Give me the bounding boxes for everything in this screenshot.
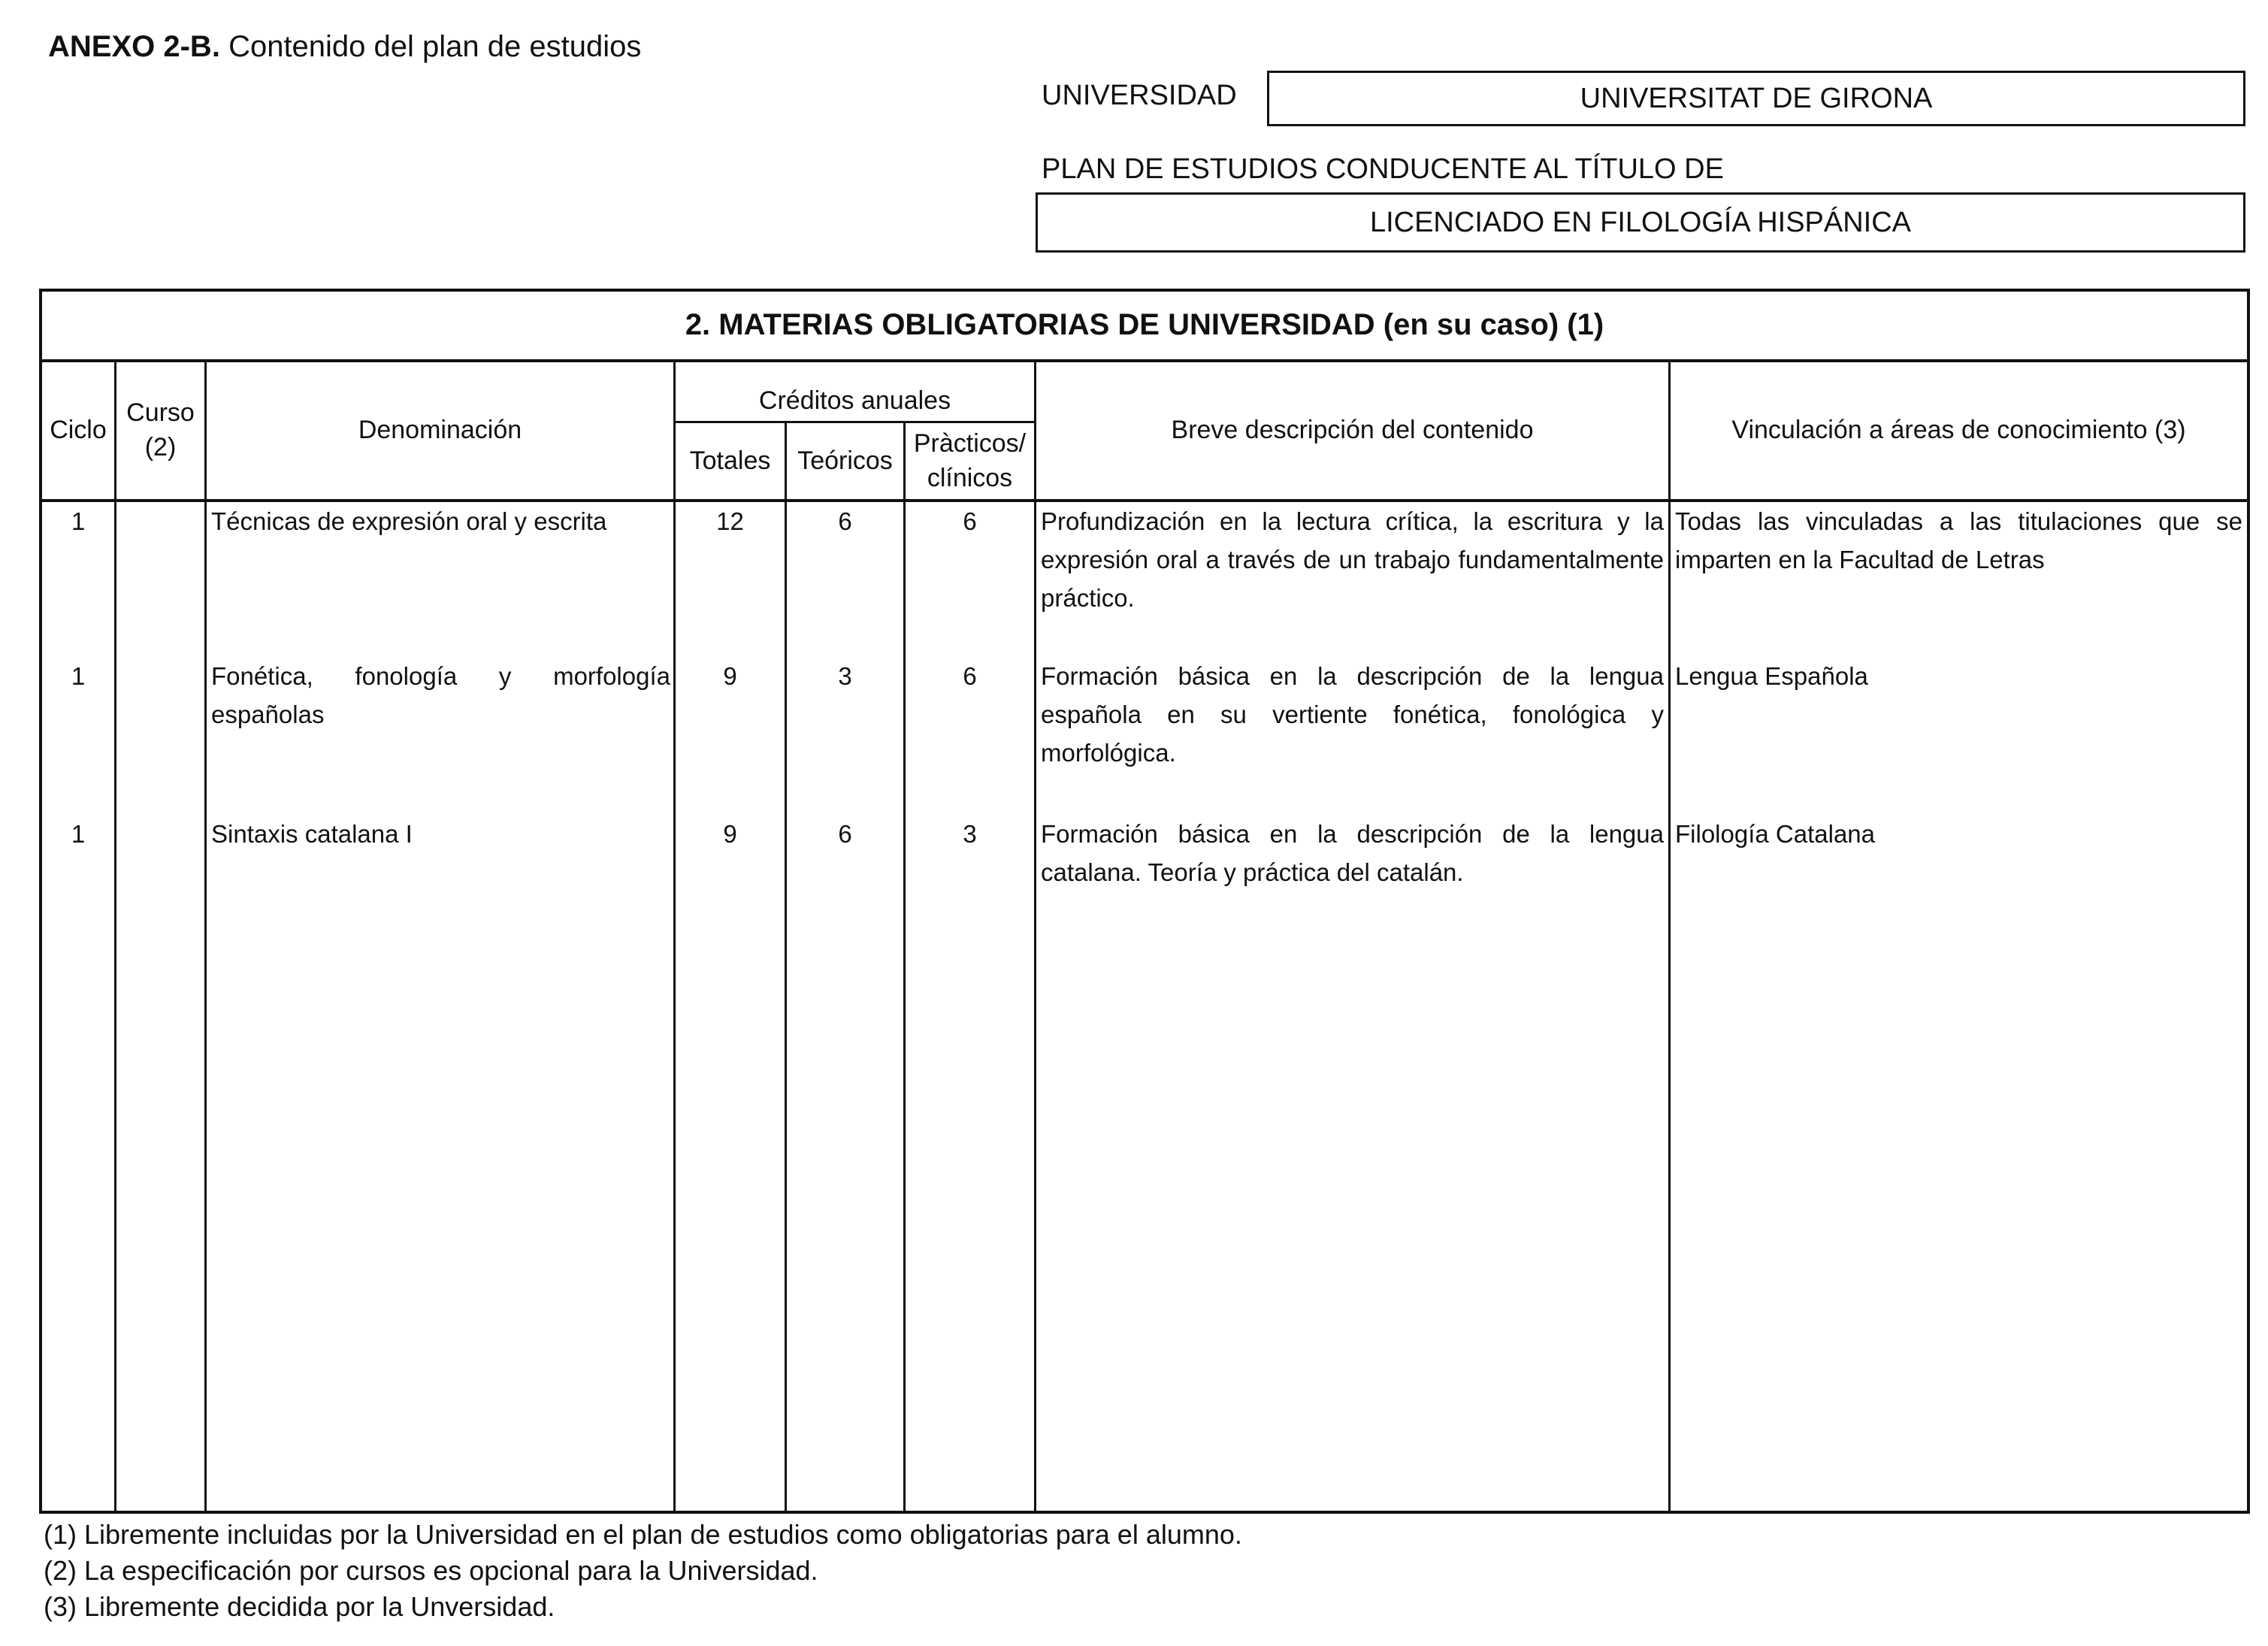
row2-ciclo: 1 xyxy=(71,662,86,690)
column-divider xyxy=(114,361,116,1512)
row1-ciclo: 1 xyxy=(71,507,86,535)
row2-teoricos: 3 xyxy=(838,662,852,690)
footnote-2: (2) La especificación por cursos es opcional para la Universidad. xyxy=(44,1555,818,1586)
row1-vinculacion: Todas las vinculadas a las titulaciones que se imparten en la Facultad de Letras xyxy=(1675,507,2242,573)
row2-denominacion: Fonética, fonología y morfología españolas xyxy=(211,662,670,728)
footnote-3: (3) Libremente decidida por la Unversidad. xyxy=(44,1591,555,1622)
header-denominacion: Denominación xyxy=(358,416,522,445)
header-creditos: Créditos anuales xyxy=(758,386,951,416)
header-ciclo: Ciclo xyxy=(50,416,107,445)
header-practicos: Pràcticos/ clínicos xyxy=(913,428,1027,492)
row1-descripcion: Profundización en la lectura crítica, la escritura y la expresión oral a través de un trabajo fundamentalmente práctico. xyxy=(1041,507,1664,612)
table-title: 2. MATERIAS OBLIGATORIAS DE UNIVERSIDAD (en su caso) (1) xyxy=(685,307,1604,341)
row3-ciclo: 1 xyxy=(71,820,86,848)
row1-denominacion: Técnicas de expresión oral y escrita xyxy=(211,507,607,535)
annex-subtitle: Contenido del plan de estudios xyxy=(228,30,642,63)
row2-totales: 9 xyxy=(723,662,737,690)
row3-vinculacion: Filología Catalana xyxy=(1675,820,1875,848)
header-teoricos: Teóricos xyxy=(797,446,893,475)
column-divider xyxy=(1034,361,1036,1512)
column-divider xyxy=(785,422,787,1512)
university-field xyxy=(1267,71,2245,126)
row1-teoricos: 6 xyxy=(838,507,852,535)
annex-title xyxy=(48,30,641,64)
annex-number: ANEXO 2-B. xyxy=(48,30,220,63)
header-curso: Curso (2) xyxy=(126,398,195,461)
row3-totales: 9 xyxy=(723,820,737,848)
column-divider xyxy=(1668,361,1671,1512)
row1-practicos: 6 xyxy=(963,507,977,535)
row2-vinculacion: Lengua Española xyxy=(1675,662,1868,690)
university-value: UNIVERSITAT DE GIRONA xyxy=(1580,82,1933,114)
row2-practicos: 6 xyxy=(963,662,977,690)
plan-label: PLAN DE ESTUDIOS CONDUCENTE AL TÍTULO DE xyxy=(1042,153,1724,185)
university-label: UNIVERSIDAD xyxy=(1042,80,1237,111)
degree-field xyxy=(1036,192,2245,253)
header-descripcion: Breve descripción del contenido xyxy=(1171,416,1534,445)
row3-descripcion: Formación básica en la descripción de la lengua catalana. Teoría y práctica del catalán. xyxy=(1041,820,1664,886)
header-vinculacion: Vinculación a áreas de conocimiento (3) xyxy=(1731,416,2186,445)
row3-denominacion: Sintaxis catalana I xyxy=(211,820,413,848)
header-totales: Totales xyxy=(689,446,771,475)
column-divider xyxy=(903,422,906,1512)
degree-value: LICENCIADO EN FILOLOGÍA HISPÁNICA xyxy=(1369,206,1912,238)
column-divider xyxy=(204,361,207,1512)
row3-teoricos: 6 xyxy=(838,820,852,848)
row1-totales: 12 xyxy=(716,507,744,535)
row3-practicos: 3 xyxy=(963,820,977,848)
footnotes xyxy=(44,1517,1242,1625)
footnote-1: (1) Libremente incluidas por la Universidad en el plan de estudios como obligatorias para el alumno. xyxy=(44,1519,1242,1550)
row2-descripcion: Formación básica en la descripción de la lengua española en su vertiente fonética, fonológica y morfológica. xyxy=(1041,662,1664,767)
